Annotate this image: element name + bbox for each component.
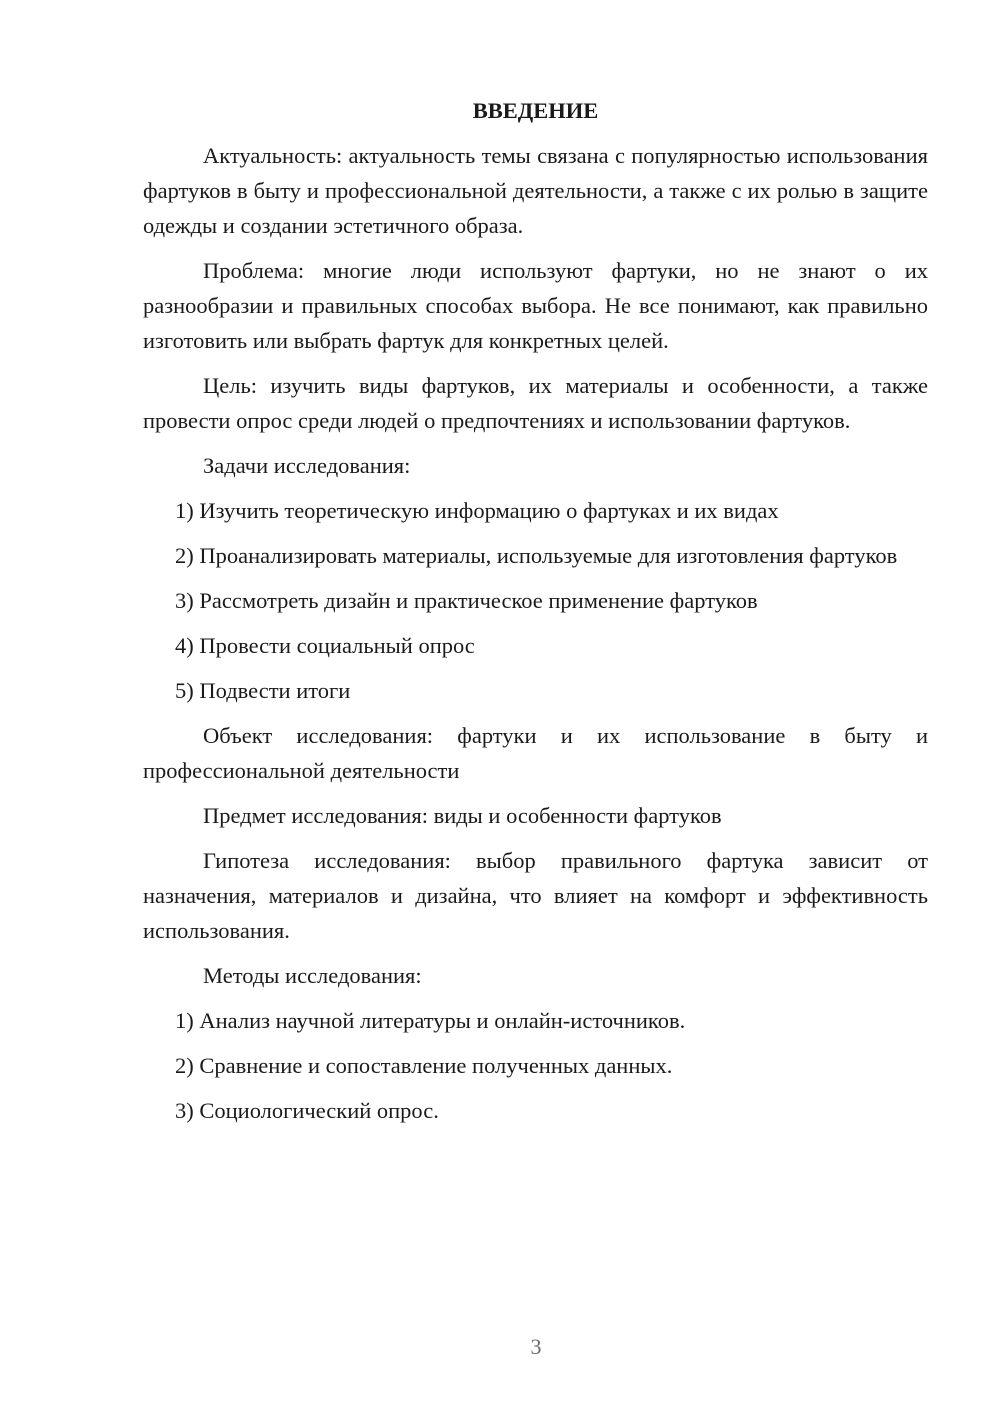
task-item: 1) Изучить теоретическую информацию о фартуках и их видах — [175, 498, 779, 523]
hypothesis-paragraph: Гипотеза исследования: выбор правильного фартука зависит от назначения, материалов и дизайна, что влияет на комфорт и эффективность использования. — [143, 848, 928, 943]
method-item: 3) Социологический опрос. — [175, 1098, 439, 1123]
task-item: 4) Провести социальный опрос — [175, 633, 475, 658]
tasks-heading: Задачи исследования: — [203, 453, 411, 478]
section-title: ВВЕДЕНИЕ — [472, 98, 599, 123]
method-item: 1) Анализ научной литературы и онлайн-источников. — [175, 1008, 686, 1033]
relevance-paragraph: Актуальность: актуальность темы связана с популярностью использования фартуков в быту и профессиональной деятельности, а также с их ролью в защите одежды и создании эстетичного образа. — [143, 143, 928, 238]
method-item: 2) Сравнение и сопоставление полученных данных. — [175, 1053, 673, 1078]
problem-paragraph: Проблема: многие люди используют фартуки, но не знают о их разнообразии и правильных способах выбора. Не все понимают, как правильно изготовить или выбрать фартук для конкретных целей. — [143, 258, 928, 353]
task-item: 3) Рассмотреть дизайн и практическое применение фартуков — [175, 588, 758, 613]
page-number: 3 — [530, 1334, 542, 1359]
task-item: 5) Подвести итоги — [175, 678, 351, 703]
task-item: 2) Проанализировать материалы, используемые для изготовления фартуков — [175, 543, 898, 568]
page-content — [143, 93, 928, 1138]
object-paragraph: Объект исследования: фартуки и их использование в быту и профессиональной деятельности — [143, 723, 928, 783]
goal-paragraph: Цель: изучить виды фартуков, их материалы и особенности, а также провести опрос среди людей о предпочтениях и использовании фартуков. — [143, 373, 928, 433]
methods-heading: Методы исследования: — [203, 963, 422, 988]
subject-paragraph: Предмет исследования: виды и особенности фартуков — [203, 803, 722, 828]
